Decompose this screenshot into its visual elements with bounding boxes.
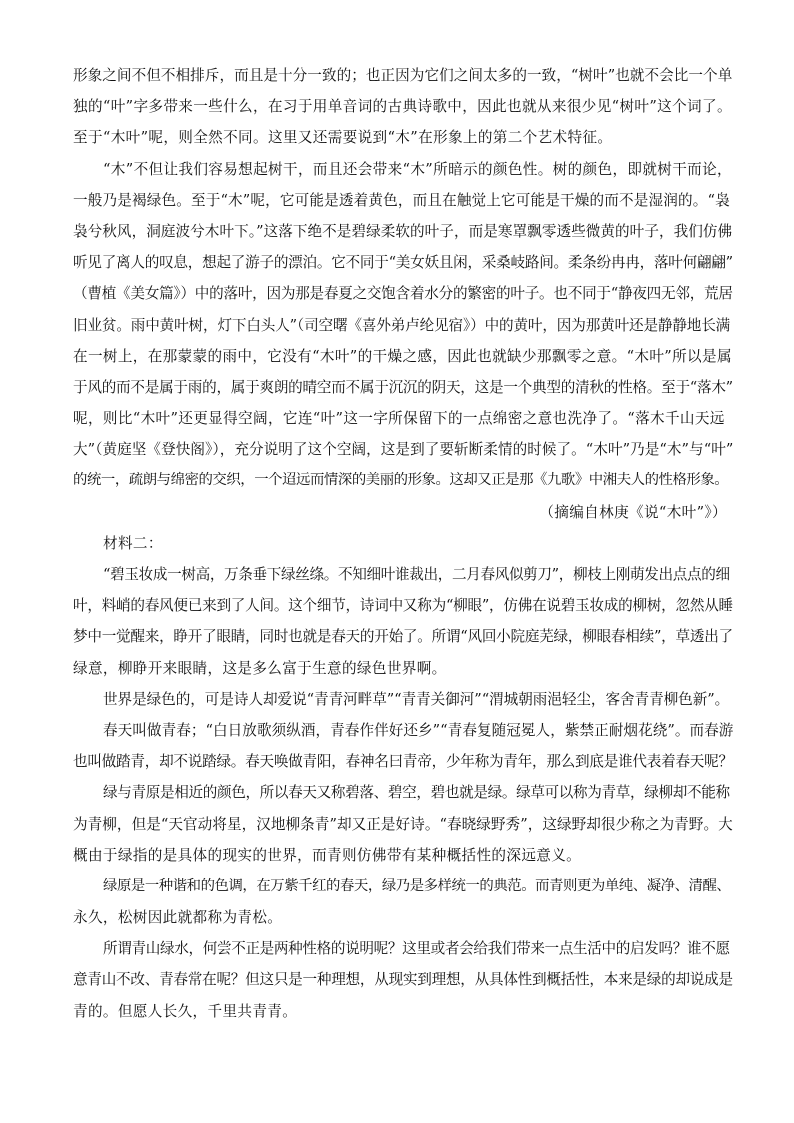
text-line: 永久，松树因此就都称为青松。 [73,909,283,927]
text-line: 所谓青山绿水，何尝不正是两种性格的说明呢？这里或者会给我们带来一点生活中的启发吗？谁不愿 [103,940,730,958]
text-line: 春天叫做青春；“白日放歌须纵酒，青春作伴好还乡”“青春复随冠冕人，紫禁正耐烟花绕”。而春游 [103,721,734,739]
text-line: 听见了离人的叹息，想起了游子的漂泊。它不同于“美女妖且闲，采桑岐路间。柔条纷冉冉，落叶何翩翩” [73,254,733,272]
text-line: 旧业贫。雨中黄叶树，灯下白头人”（司空曙《喜外弟卢纶见宿》）中的黄叶，因为那黄叶还是静静地长满 [73,316,731,334]
text-line: 绿与青原是相近的颜色，所以春天又称碧落、碧空，碧也就是绿。绿草可以称为青草，绿柳却不能称 [103,784,730,802]
text-line: 也叫做踏青，却不说踏绿。春天唤做青阳，春神名曰青帝，少年称为青年，那么到底是谁代表着春天呢？ [73,753,733,771]
text-line: “碧玉妆成一树高，万条垂下绿丝绦。不知细叶谁裁出，二月春风似剪刀”，柳枝上刚萌发出点点的细 [103,566,730,583]
text-line: 意青山不改、青春常在呢？但这只是一种理想，从现实到理想，从具体性到概括性，本来是绿的却说成是 [73,971,733,989]
material-two-section [73,528,733,1027]
text-line: 大”（黄庭坚《登快阁》），充分说明了这个空阔，这是到了要斩断柔情的时候了。“木叶”乃是“木”与“叶” [73,441,734,459]
text-line: 至于“木叶”呢，则全然不同。这里又还需要说到“木”在形象上的第二个艺术特征。 [73,129,613,147]
text-line: 形象之间不但不相排斥，而且是十分一致的；也正因为它们之间太多的一致，“树叶”也就不会比一个单 [73,67,733,84]
text-line: 一般乃是褐绿色。至于“木”呢，它可能是透着黄色，而且在触觉上它可能是干燥的而不是湿润的。“袅 [73,191,730,209]
text-line: 袅兮秋风，洞庭波兮木叶下。”这落下绝不是碧绿柔软的叶子，而是寒罩飘零透些微黄的叶子，我们仿佛 [73,222,733,240]
text-line: 的统一，疏朗与绵密的交织，一个迢远而情深的美丽的形象。这却又正是那《九歌》中湘夫人的性格形象。 [73,472,729,489]
text-line: 呢，则比“木叶”还更显得空阔，它连“叶”这一字所保留下的一点绵密之意也洗净了。“落木千山天远 [73,410,725,428]
document-page [73,60,733,1027]
text-line: 为青柳，但是“天官动将星，汉地柳条青”却又正是好诗。“春晓绿野秀”，这绿野却很少称之为青野。大 [73,815,733,833]
text-line: 在一树上，在那蒙蒙的雨中，它没有“木叶”的干燥之感，因此也就缺少那飘零之意。“木叶”所以是属 [73,347,732,365]
text-line: 世界是绿色的，可是诗人却爱说“青青河畔草”“青青关御河”“渭城朝雨浥轻尘，客舍青青柳色新”。 [103,690,730,708]
text-line: 青的。但愿人长久，千里共青青。 [73,1002,298,1020]
source-citation: （摘编自林庚《说“木叶”》） [539,503,727,521]
text-line: （曹植《美女篇》）中的落叶，因为那是春夏之交饱含着水分的繁密的叶子。也不同于“静夜四无邻，荒居 [73,285,733,303]
text-line: 独的“叶”字多带来一些什么，在习于用单音词的古典诗歌中，因此也就从来很少见“树叶”这个词了。 [73,98,732,116]
text-line: 梦中一觉醒来，睁开了眼睛，同时也就是春天的开始了。所谓“风回小院庭芜绿，柳眼春相续”，草透出了 [73,628,733,646]
text-line: 叶，料峭的春风便已来到了人间。这个细节，诗词中又称为“柳眼”，仿佛在说碧玉妆成的柳树，忽然从睡 [73,597,733,615]
text-line: “木”不但让我们容易想起树干，而且还会带来“木”所暗示的颜色性。树的颜色，即就树干而论， [103,160,732,178]
material-one-section [73,60,733,528]
text-line: 于风的而不是属于雨的，属于爽朗的晴空而不属于沉沉的阴天，这是一个典型的清秋的性格。至于“落木” [73,378,733,396]
text-line: 绿原是一种谐和的色调，在万紫千红的春天，绿乃是多样统一的典范。而青则更为单纯、凝净、清醒、 [103,877,731,894]
text-line: 绿意，柳睁开来眼睛，这是多么富于生意的绿色世界啊。 [73,659,447,677]
text-line: 概由于绿指的是具体的现实的世界，而青则仿佛带有某种概括性的深远意义。 [73,846,582,864]
section-heading: 材料二： [103,534,163,552]
